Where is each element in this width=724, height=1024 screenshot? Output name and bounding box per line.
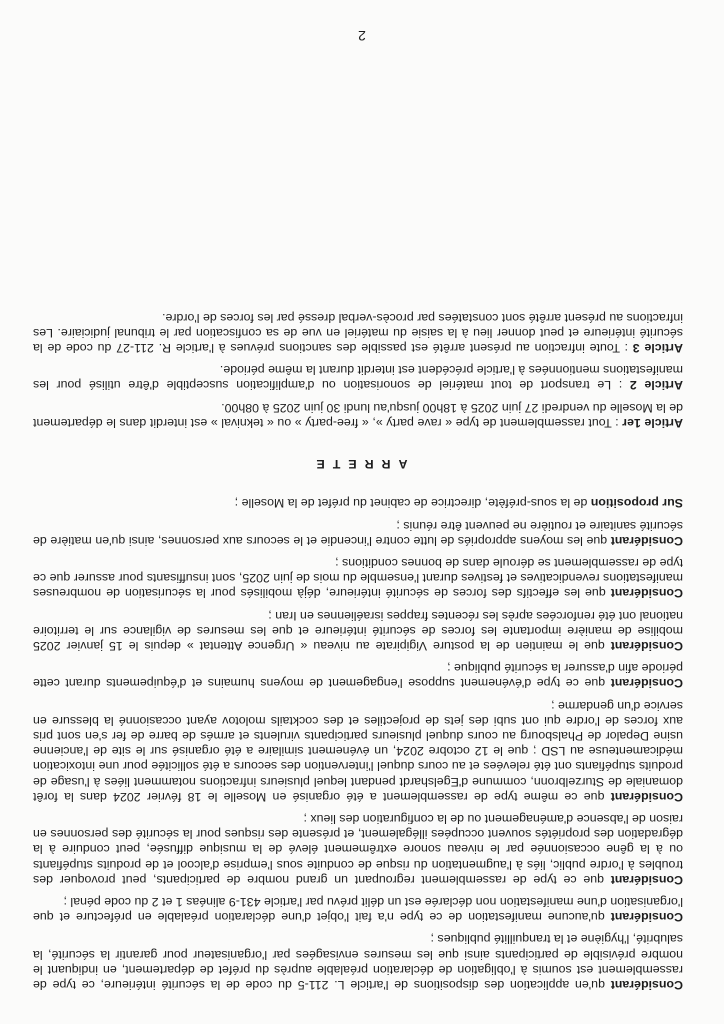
considerant-label: Considérant — [610, 676, 683, 691]
considerant-text: que les effectifs des forces de sécurité intérieure, déjà mobilisés pour la sécurisation de nombreuses manifestations revendicatives et festives durant l'ensemble du mois de juin 2025, sont insuffisants pour assurer que ce type de rassemblement se déroule dans de bonnes conditions ; — [33, 555, 683, 601]
considerant-label: Considérant — [610, 638, 683, 653]
article-paragraph — [33, 362, 683, 392]
article-label: Article 2 — [629, 378, 683, 393]
considerant-text: qu'aucune manifestation de ce type n'a fait l'objet d'une déclaration préalable en préfecture et que l'organisation d'une manifestation non déclarée est un délit prévu par l'article 431-9 alinéas 1 et 2 du code pénal ; — [33, 894, 683, 925]
considerant-paragraph — [33, 811, 683, 887]
article-paragraph — [33, 309, 683, 355]
document-body — [33, 302, 683, 992]
considerant-text: que le maintien de la posture Vigipirate au niveau « Urgence Attentat » depuis le 15 janvier 2025 mobilise de manière importante les forces de sécurité intérieure et que les mesures de vigilance sur le territoire national ont été renforcées après les récentes frappes israéliennes en Iran ; — [33, 608, 683, 653]
article-text: : Toute infraction au présent arrêté est passible des sanctions prévues à l'article R. 211-27 du code de la sécurité intérieure et peut donner lieu à la saisie du matériel en vue de sa confiscation par le tribunal judiciaire. Les infractions au présent arrêté sont constatées par procès-verbal dressé par les forces de l'ordre. — [33, 310, 683, 356]
article-paragraph — [33, 400, 683, 430]
considerant-paragraph — [33, 660, 683, 690]
considerant-label: Considérant — [610, 533, 683, 548]
considerant-text: que ce même type de rassemblement a été organisé en Moselle le 18 février 2024 dans la forêt domaniale de Sturzelbronn, commune d'Egelshardt pendant lequel plusieurs infractions notamment liées à l'usage de produits stupéfiants ont été relevées et au cours duquel l'intervention des secours a été sollicitée pour une intoxication médicamenteuse au LSD ; que le 12 octobre 2024, un événement similaire a été organisé sur le site de l'ancienne usine Depalor de Phalsbourg au cours duquel plusieurs participants virulents et armés de barre de fer s'en sont pris aux forces de l'ordre qui ont subi des jets de projectiles et des cocktails molotov ayant occasionné la blessure en service d'un gendarme ; — [33, 698, 683, 804]
article-text: : Tout rassemblement de type « rave party », « free-party » ou « teknival » est interdit dans le département de la Moselle du vendredi 27 juin 2025 à 18h00 jusqu'au lundi 30 juin 2025 à 08h00. — [33, 400, 683, 430]
article-label: Article 1er — [622, 415, 683, 430]
page-number: 2 — [358, 28, 366, 44]
considerant-paragraph — [33, 931, 683, 992]
considerant-paragraph — [33, 894, 683, 924]
considerant-text: que les moyens appropriés de lutte contre l'incendie et le secours aux personnes, ainsi qu'en matière de sécurité sanitaire et routière ne peuvent être réunis ; — [33, 518, 683, 548]
proposition-label: Sur proposition — [590, 496, 683, 511]
proposition-text: de la sous-préfète, directrice de cabinet du préfet de la Moselle ; — [234, 496, 591, 511]
considerant-text: que ce type de rassemblement regroupant un grand nombre de participants, peut provoquer des troubles à l'ordre public, liés à l'augmentation du risque de conduite sous l'emprise d'alcool et de produits stupéfiants ou à la gêne occasionnée par le niveau sonore extrêmement élevé de la musique diffusée, peut conduire à la dégradation des propriétés souvent occupées illégalement, et présente des risques pour la sécurité des personnes en raison de l'absence d'aménagement ou de la configuration des lieux ; — [33, 811, 683, 887]
article-text: : Le transport de tout matériel de sonorisation ou d'amplification susceptible d'être utilisé pour les manifestations mentionnées à l'article précédent est interdit durant la même période. — [33, 363, 683, 393]
considerant-label: Considérant — [610, 910, 683, 925]
considerant-paragraph — [33, 517, 683, 547]
arrete-heading: ARRETE — [308, 457, 408, 472]
considerant-text: qu'en application des dispositions de l'article L. 211-5 du code de la sécurité intérieure, ce type de rassemblement est soumis à l'obligation de déclaration préalable auprès du préfet de département, en indiquant le nombre prévisible de participants ainsi que les mesures envisagées par l'organisateur pour garantir la sécurité, la salubrité, l'hygiène et la tranquillité publiques ; — [33, 932, 683, 992]
considerant-label: Considérant — [610, 586, 683, 601]
considerant-paragraph — [33, 607, 683, 653]
considerant-label: Considérant — [610, 872, 683, 887]
considerant-label: Considérant — [610, 789, 683, 804]
article-label: Article 3 — [632, 341, 683, 356]
considerant-text: que ce type d'événement suppose l'engagement de moyens humains et d'équipements durant cette période afin d'assurer la sécurité publique ; — [33, 661, 683, 691]
proposition-paragraph — [33, 495, 683, 510]
considerant-paragraph — [33, 697, 683, 803]
considerant-paragraph — [33, 555, 683, 601]
considerant-label: Considérant — [610, 978, 683, 992]
